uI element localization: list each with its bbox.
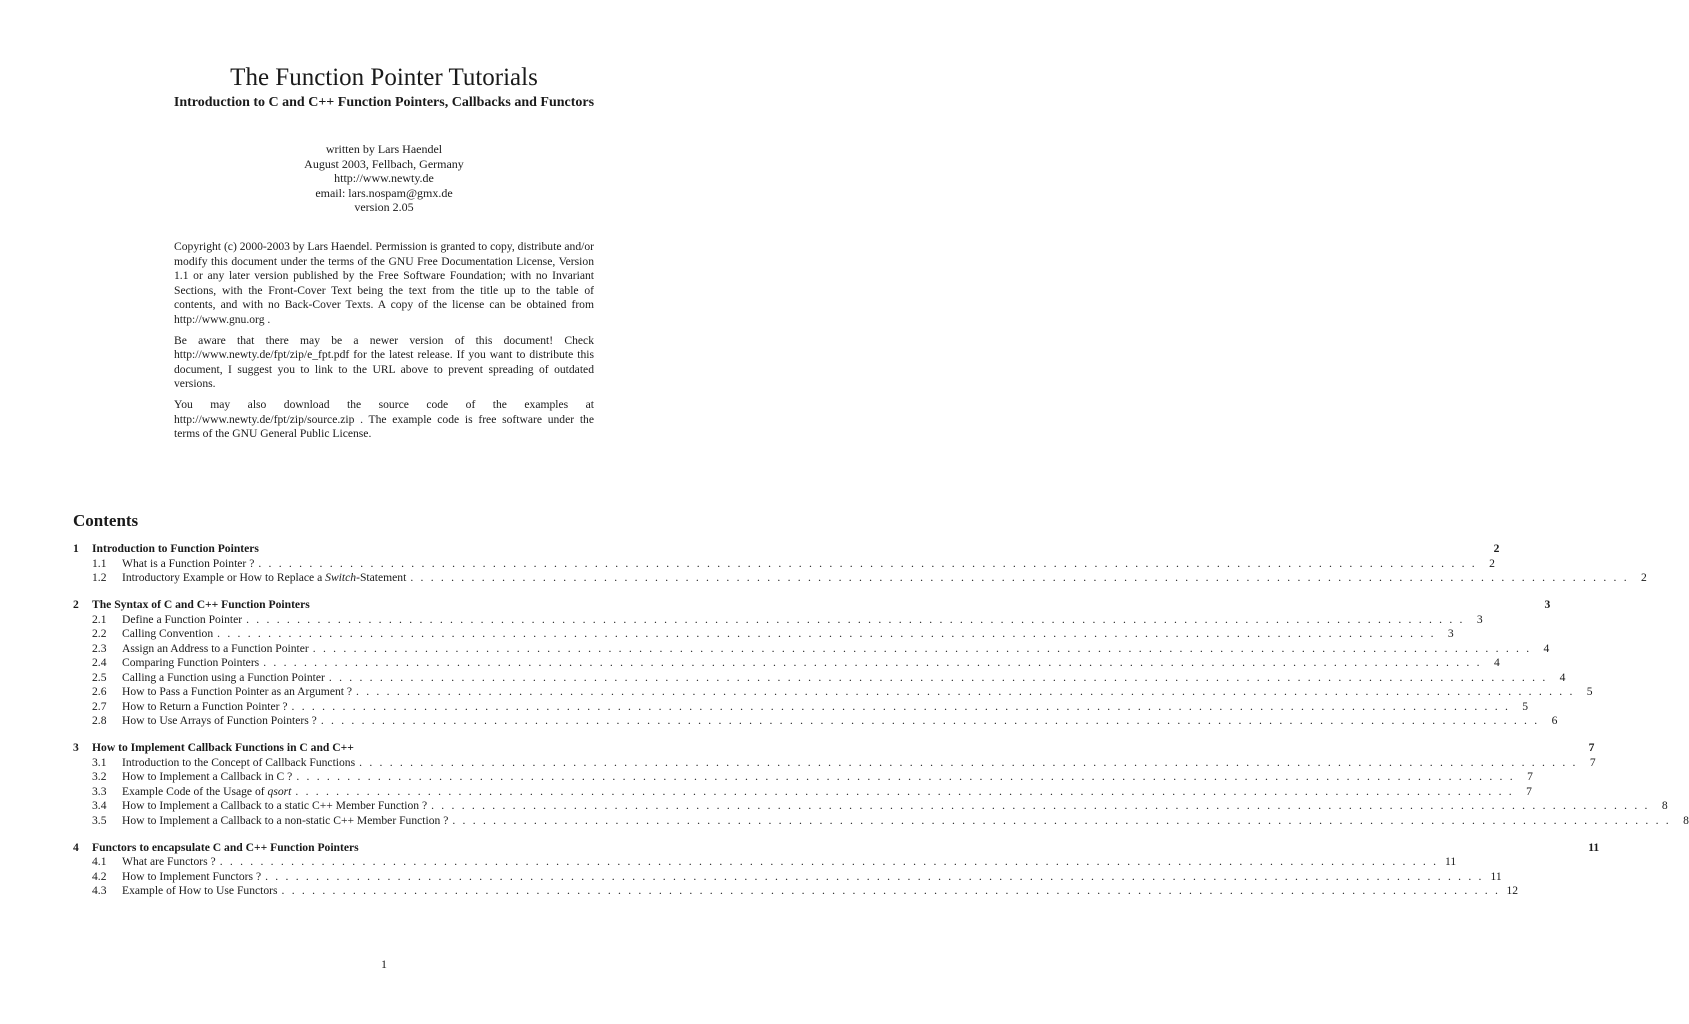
toc-entry-title-emphasis: Switch xyxy=(325,571,357,584)
toc-section-page: 11 xyxy=(1588,840,1600,854)
toc-entry-title: How to Implement Functors ? xyxy=(122,869,262,883)
document-subtitle: Introduction to C and C++ Function Pointers, Callbacks and Functors xyxy=(173,95,595,110)
toc-entry-title: How to Pass a Function Pointer as an Argument ? xyxy=(122,685,353,698)
page-number: 1 xyxy=(381,957,387,971)
toc-entry-page: 12 xyxy=(1506,884,1519,897)
toc-entry-number: 4.1 xyxy=(92,855,107,868)
toc-entry-page: 3 xyxy=(1476,612,1483,626)
toc-leader-dots: . . . . . . . . . . . . . . . . . . . . . . . . . . . . . . . . . . . . . . . . . . . . . . . . . . . . . . . . . . . . . . . . . . . . . . . . . . . . . . . . . . . . . . . . . . . . . . . . . . . . . . . . . . . . . . . . . . . . . . . . xyxy=(265,869,1484,883)
toc-section-entry[interactable] xyxy=(73,840,1600,856)
abstract xyxy=(174,240,594,448)
toc-entry-number: 1.1 xyxy=(92,556,107,570)
toc-entry-number: 4.2 xyxy=(92,869,107,883)
toc-leader-dots: . . . . . . . . . . . . . . . . . . . . . . . . . . . . . . . . . . . . . . . . . . . . . . . . . . . . . . . . . . . . . . . . . . . . . . . . . . . . . . . . . . . . . . . . . . . . . . . . . . . . . . . . . . . . . . . . . . . . . . . . xyxy=(281,884,1501,897)
toc-leader-dots: . . . . . . . . . . . . . . . . . . . . . . . . . . . . . . . . . . . . . . . . . . . . . . . . . . . . . . . . . . . . . . . . . . . . . . . . . . . . . . . . . . . . . . . . . . . . . . . . . . . . . . . . . . . . . . . . . . . . . . . . xyxy=(356,685,1575,698)
toc-section-page: 2 xyxy=(1493,542,1500,555)
toc-entry[interactable] xyxy=(73,799,1668,814)
toc-entry-number: 2.8 xyxy=(92,714,107,727)
website-link[interactable]: http://www.newty.de xyxy=(334,171,434,186)
toc-entry-page: 4 xyxy=(1493,656,1500,669)
toc-entry[interactable] xyxy=(73,755,1596,771)
toc-leader-dots: . . . . . . . . . . . . . . . . . . . . . . . . . . . . . . . . . . . . . . . . . . . . . . . . . . . . . . . . . . . . . . . . . . . . . . . . . . . . . . . . . . . . . . . . . . . . . . . . . . . . . . . . . . . . . . . . . . . . . . . . xyxy=(258,556,1477,570)
toc-entry-page: 8 xyxy=(1683,813,1689,827)
toc-entry[interactable] xyxy=(73,855,1457,870)
toc-leader-dots: . . . . . . . . . . . . . . . . . . . . . . . . . . . . . . . . . . . . . . . . . . . . . . . . . . . . . . . . . . . . . . . . . . . . . . . . . . . . . . . . . . . . . . . . . . . . . . . . . . . . . . . . . . . . . . . . . . . . . . . . xyxy=(217,627,1436,640)
toc-leader-dots: . . . . . . . . . . . . . . . . . . . . . . . . . . . . . . . . . . . . . . . . . . . . . . . . . . . . . . . . . . . . . . . . . . . . . . . . . . . . . . . . . . . . . . . . . . . . . . . . . . . . . . . . . . . . . . . . . . . . . . . . xyxy=(359,755,1578,769)
toc-entry-number: 4.3 xyxy=(92,884,107,897)
document-title: The Function Pointer Tutorials xyxy=(230,64,538,91)
toc-leader-dots: . . . . . . . . . . . . . . . . . . . . . . . . . . . . . . . . . . . . . . . . . . . . . . . . . . . . . . . . . . . . . . . . . . . . . . . . . . . . . . . . . . . . . . . . . . . . . . . . . . . . . . . . . . . . . . . . . . . . . . . . xyxy=(320,714,1540,727)
toc-entry-title-part: Example Code of the Usage of xyxy=(122,784,268,798)
toc-leader-dots: . . . . . . . . . . . . . . . . . . . . . . . . . . . . . . . . . . . . . . . . . . . . . . . . . . . . . . . . . . . . . . . . . . . . . . . . . . . . . . . . . . . . . . . . . . . . . . . . . . . . . . . . . . . . . . . . . . . . . . . . xyxy=(328,670,1548,684)
toc-leader-dots: . . . . . . . . . . . . . . . . . . . . . . . . . . . . . . . . . . . . . . . . . . . . . . . . . . . . . . . . . . . . . . . . . . . . . . . . . . . . . . . . . . . . . . . . . . . . . . . . . . . . . . . . . . . . . . . . . . . . . . . . xyxy=(219,855,1439,868)
toc-entry-number: 1.2 xyxy=(92,571,107,584)
toc-section-title: Functors to encapsulate C and C++ Function Pointers xyxy=(92,840,359,854)
newer-version-paragraph: Be aware that there may be a newer version of this document! Check http://www.newty.de/fpt/zip/e_fpt.pdf for the latest release. If you want to distribute this document, I suggest you to link to the URL above to prevent spreading of outdated versions. xyxy=(174,333,594,391)
toc-entry-number: 3.4 xyxy=(92,799,107,812)
toc-section-title: The Syntax of C and C++ Function Pointers xyxy=(92,598,310,611)
toc-entry[interactable] xyxy=(73,869,1502,885)
toc-leader-dots: . . . . . . . . . . . . . . . . . . . . . . . . . . . . . . . . . . . . . . . . . . . . . . . . . . . . . . . . . . . . . . . . . . . . . . . . . . . . . . . . . . . . . . . . . . . . . . . . . . . . . . . . . . . . . . . . . . . . . . . . xyxy=(295,784,1514,798)
toc-entry-title: How to Implement a Callback in C ? xyxy=(122,770,293,783)
toc-entry-title: Example of How to Use Functors xyxy=(122,884,278,897)
toc-section-number: 1 xyxy=(73,542,79,555)
toc-section-page: 3 xyxy=(1544,598,1551,611)
toc-entry-number: 2.3 xyxy=(92,641,107,655)
version-line: version 2.05 xyxy=(354,200,414,215)
toc-entry-title: What is a Function Pointer ? xyxy=(122,556,255,570)
toc-leader-dots: . . . . . . . . . . . . . . . . . . . . . . . . . . . . . . . . . . . . . . . . . . . . . . . . . . . . . . . . . . . . . . . . . . . . . . . . . . . . . . . . . . . . . . . . . . . . . . . . . . . . . . . . . . . . . . . . . . . . . . . . xyxy=(410,571,1629,584)
toc-entry-title-part: -Statement xyxy=(356,571,407,584)
toc-entry-title xyxy=(122,571,406,586)
toc-entry-page: 7 xyxy=(1526,784,1532,798)
toc-entry-title: How to Return a Function Pointer ? xyxy=(122,699,288,713)
toc-entry-title xyxy=(122,785,291,800)
toc-entry[interactable] xyxy=(73,571,1647,586)
toc-entry-page: 4 xyxy=(1543,641,1550,655)
toc-entry-title: Calling a Function using a Function Pointer xyxy=(122,670,325,684)
toc-entry[interactable] xyxy=(73,884,1519,899)
toc-section-entry[interactable] xyxy=(73,741,1595,756)
toc-entry-number: 2.1 xyxy=(92,612,107,626)
date-line: August 2003, Fellbach, Germany xyxy=(304,156,464,171)
toc-section xyxy=(73,741,1689,828)
toc-section xyxy=(73,840,1600,899)
toc-entry-page: 6 xyxy=(1551,714,1558,727)
toc-entry-title: Comparing Function Pointers xyxy=(122,656,260,669)
toc-entry-page: 7 xyxy=(1589,755,1596,769)
toc-section-number: 2 xyxy=(73,598,79,611)
toc-entry-page: 8 xyxy=(1661,799,1668,812)
author-block xyxy=(0,142,768,215)
toc-entry-number: 3.2 xyxy=(92,770,107,783)
toc-leader-dots: . . . . . . . . . . . . . . . . . . . . . . . . . . . . . . . . . . . . . . . . . . . . . . . . . . . . . . . . . . . . . . . . . . . . . . . . . . . . . . . . . . . . . . . . . . . . . . . . . . . . . . . . . . . . . . . . . . . . . . . . xyxy=(312,641,1532,655)
toc-entry-page: 2 xyxy=(1641,571,1647,584)
toc-entry[interactable] xyxy=(73,714,1558,729)
toc-entry[interactable] xyxy=(73,656,1500,671)
toc-section-title: How to Implement Callback Functions in C and C++ xyxy=(92,741,354,754)
toc-entry-page: 4 xyxy=(1559,670,1566,684)
toc-entry-number: 2.6 xyxy=(92,685,107,698)
toc-entry[interactable] xyxy=(73,685,1593,700)
toc-entry[interactable] xyxy=(73,699,1529,715)
toc-entry-number: 2.7 xyxy=(92,699,107,713)
toc-entry-title: Define a Function Pointer xyxy=(122,612,243,626)
toc-entry-title: How to Implement a Callback to a non-static C++ Member Function ? xyxy=(122,813,449,827)
toc-entry-number: 2.5 xyxy=(92,670,107,684)
toc-entry-number: 3.3 xyxy=(92,784,107,798)
toc-leader-dots: . . . . . . . . . . . . . . . . . . . . . . . . . . . . . . . . . . . . . . . . . . . . . . . . . . . . . . . . . . . . . . . . . . . . . . . . . . . . . . . . . . . . . . . . . . . . . . . . . . . . . . . . . . . . . . . . . . . . . . . . xyxy=(452,813,1671,827)
toc-section-page: 7 xyxy=(1588,741,1595,754)
toc-entry-title: What are Functors ? xyxy=(122,855,216,868)
toc-entry-title-emphasis: qsort xyxy=(267,784,292,798)
toc-entry-page: 11 xyxy=(1445,855,1457,868)
toc-entry-number: 2.2 xyxy=(92,627,107,640)
email-line: email: lars.nospam@gmx.de xyxy=(315,185,453,200)
copyright-paragraph: Copyright (c) 2000-2003 by Lars Haendel. Permission is granted to copy, distribute and/or modify this document under the terms of the GNU Free Documentation License, Version 1.1 or any later version published by the Free Software Foundation; with no Invariant Sections, with the Front-Cover Text being the text from the title up to the table of contents, and with no Back-Cover Texts. A copy of the license can be obtained from http://www.gnu.org . xyxy=(174,240,594,326)
toc-entry[interactable] xyxy=(73,556,1495,572)
toc-entry[interactable] xyxy=(73,813,1689,829)
toc-entry[interactable] xyxy=(73,784,1532,800)
toc-entry-title-part: Introductory Example or How to Replace a xyxy=(122,571,326,584)
toc-entry[interactable] xyxy=(73,641,1550,657)
toc-entry-title: Introduction to the Concept of Callback Functions xyxy=(122,755,356,769)
toc-entry-page: 7 xyxy=(1527,770,1533,783)
toc-entry-page: 5 xyxy=(1586,685,1593,698)
contents-heading: Contents xyxy=(73,511,139,530)
toc-entry-number: 2.4 xyxy=(92,656,107,669)
toc-entry-page: 5 xyxy=(1522,699,1529,713)
toc-entry-number: 3.5 xyxy=(92,813,107,827)
source-code-paragraph: You may also download the source code of the examples at http://www.newty.de/fpt/zip/source.zip . The example code is free software under the terms of the GNU General Public License. xyxy=(174,397,594,441)
toc-entry[interactable] xyxy=(73,770,1533,785)
toc-entry-page: 3 xyxy=(1447,627,1454,640)
toc-entry-page: 11 xyxy=(1490,869,1502,883)
toc-section-number: 3 xyxy=(73,741,79,754)
author-line: written by Lars Haendel xyxy=(325,142,443,156)
toc-entry-number: 3.1 xyxy=(92,755,107,769)
toc-leader-dots: . . . . . . . . . . . . . . . . . . . . . . . . . . . . . . . . . . . . . . . . . . . . . . . . . . . . . . . . . . . . . . . . . . . . . . . . . . . . . . . . . . . . . . . . . . . . . . . . . . . . . . . . . . . . . . . . . . . . . . . . xyxy=(431,799,1650,812)
toc-entry-title: Assign an Address to a Function Pointer xyxy=(122,641,309,655)
toc-section-title: Introduction to Function Pointers xyxy=(92,542,259,555)
toc-entry-title: Calling Convention xyxy=(122,627,214,640)
toc-section xyxy=(73,542,1647,586)
toc-entry[interactable] xyxy=(73,627,1454,642)
toc-leader-dots: . . . . . . . . . . . . . . . . . . . . . . . . . . . . . . . . . . . . . . . . . . . . . . . . . . . . . . . . . . . . . . . . . . . . . . . . . . . . . . . . . . . . . . . . . . . . . . . . . . . . . . . . . . . . . . . . . . . . . . . . xyxy=(291,699,1511,713)
toc-leader-dots: . . . . . . . . . . . . . . . . . . . . . . . . . . . . . . . . . . . . . . . . . . . . . . . . . . . . . . . . . . . . . . . . . . . . . . . . . . . . . . . . . . . . . . . . . . . . . . . . . . . . . . . . . . . . . . . . . . . . . . . . xyxy=(246,612,1465,626)
toc-entry-page: 2 xyxy=(1489,556,1495,570)
toc-entry-title: How to Use Arrays of Function Pointers ? xyxy=(122,714,317,727)
table-of-contents xyxy=(73,542,1689,911)
toc-entry[interactable] xyxy=(73,670,1566,686)
toc-section xyxy=(73,598,1593,729)
toc-section-entry[interactable] xyxy=(73,598,1551,613)
toc-leader-dots: . . . . . . . . . . . . . . . . . . . . . . . . . . . . . . . . . . . . . . . . . . . . . . . . . . . . . . . . . . . . . . . . . . . . . . . . . . . . . . . . . . . . . . . . . . . . . . . . . . . . . . . . . . . . . . . . . . . . . . . . xyxy=(296,770,1515,783)
toc-section-number: 4 xyxy=(73,840,79,854)
toc-entry-title: How to Implement a Callback to a static C++ Member Function ? xyxy=(122,799,428,812)
toc-leader-dots: . . . . . . . . . . . . . . . . . . . . . . . . . . . . . . . . . . . . . . . . . . . . . . . . . . . . . . . . . . . . . . . . . . . . . . . . . . . . . . . . . . . . . . . . . . . . . . . . . . . . . . . . . . . . . . . . . . . . . . . . xyxy=(263,656,1482,669)
toc-section-entry[interactable] xyxy=(73,542,1500,557)
toc-entry[interactable] xyxy=(73,612,1483,628)
